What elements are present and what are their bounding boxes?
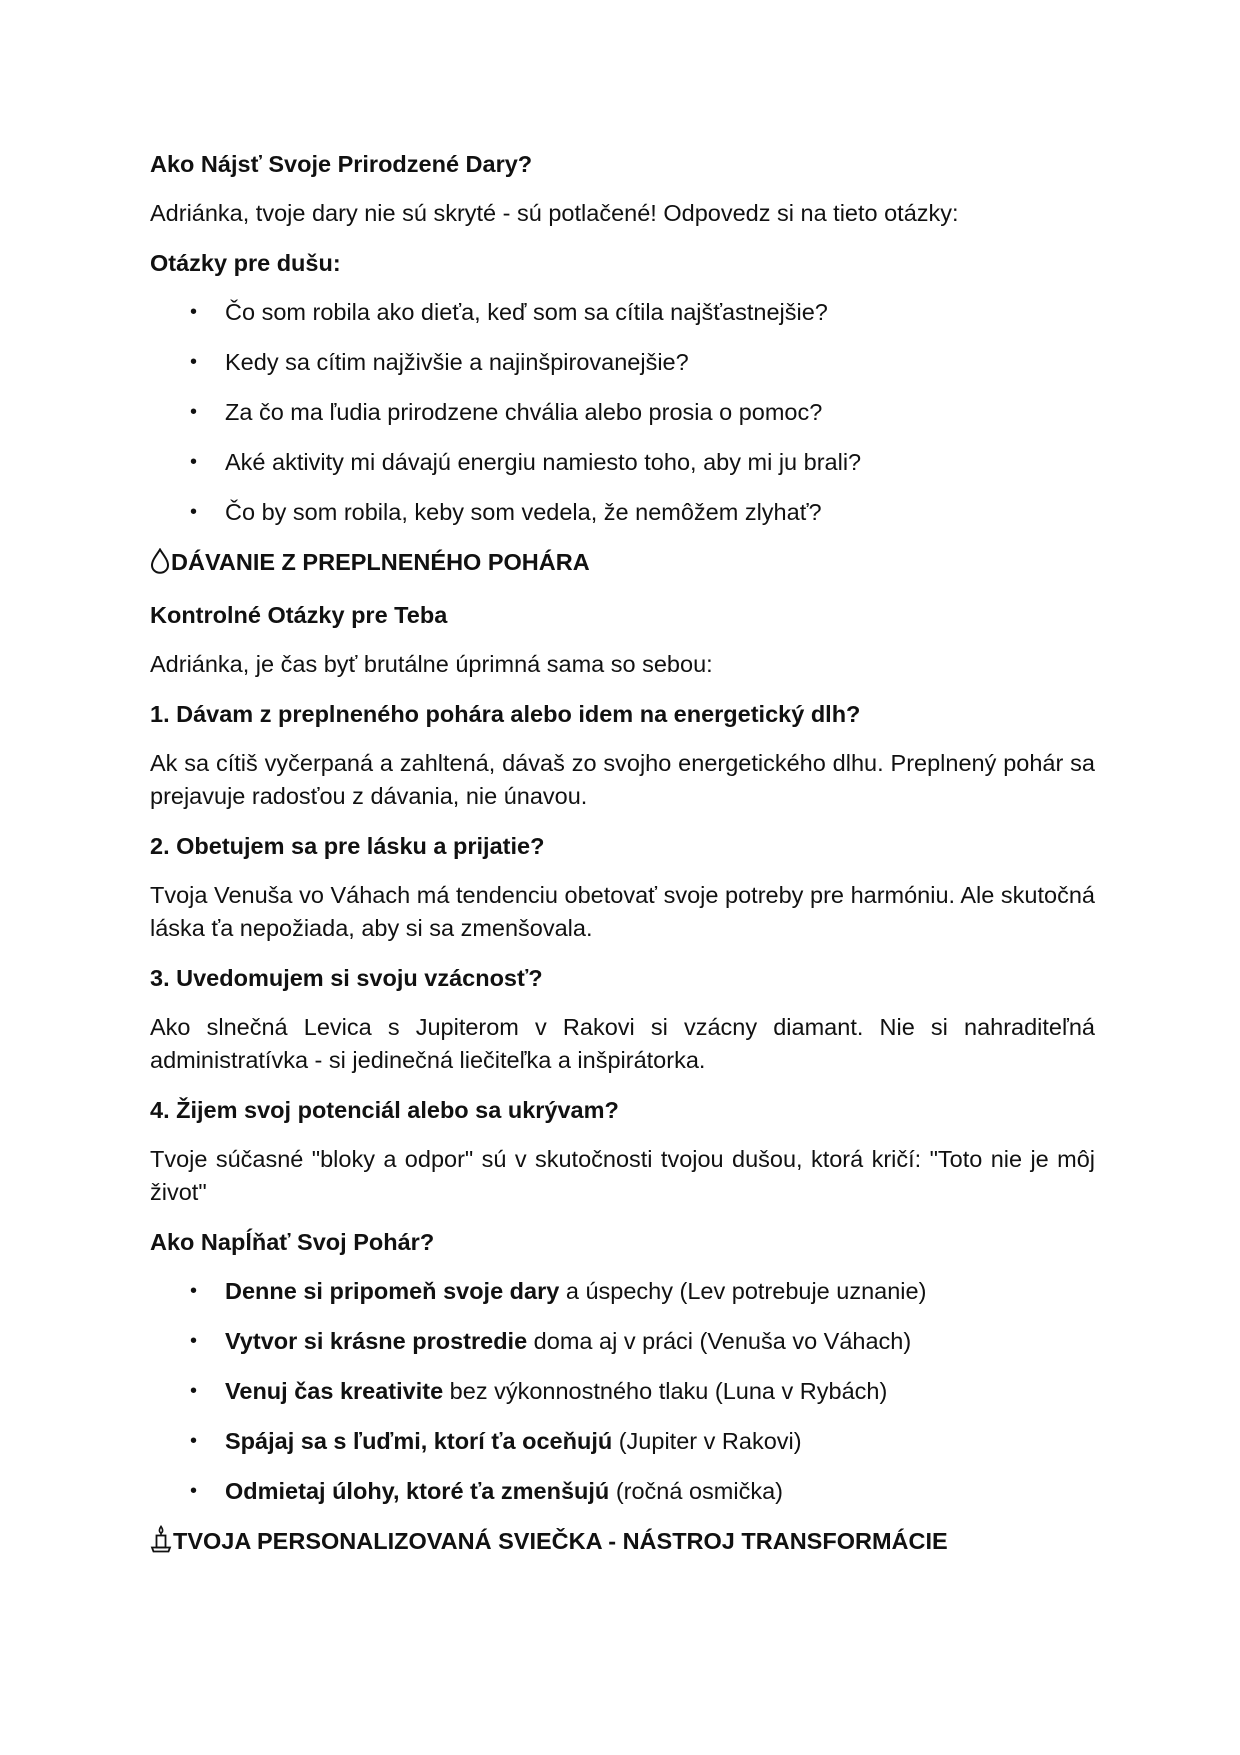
bullet: • [190, 1380, 198, 1402]
question-heading: 2. Obetujem sa pre lásku a prijatie? [150, 833, 545, 859]
question-heading: 1. Dávam z preplneného pohára alebo idem na energetický dlh? [150, 701, 861, 727]
list-item: • Kedy sa cítim najživšie a najinšpirovanejšie? [150, 346, 1095, 379]
bullet: • [190, 1330, 198, 1352]
list-item: • Čo som robila ako dieťa, keď som sa cítila najšťastnejšie? [150, 296, 1095, 329]
question-heading: 3. Uvedomujem si svoju vzácnosť? [150, 965, 543, 991]
bullet: • [190, 501, 198, 523]
list-item: • Spájaj sa s ľuďmi, ktorí ťa oceňujú (Jupiter v Rakovi) [150, 1425, 1095, 1458]
gifts-intro: Adriánka, tvoje dary nie sú skryté - sú potlačené! Odpovedz si na tieto otázky: [150, 200, 959, 226]
section-title-candle: TVOJA PERSONALIZOVANÁ SVIEČKA - NÁSTROJ TRANSFORMÁCIE [150, 1525, 1095, 1561]
bullet: • [190, 351, 198, 373]
list-item: • Denne si pripomeň svoje dary a úspechy (Lev potrebuje uznanie) [150, 1275, 1095, 1308]
list-item: • Za čo ma ľudia prirodzene chvália alebo prosia o pomoc? [150, 396, 1095, 429]
bullet: • [190, 1480, 198, 1502]
bullet: • [190, 301, 198, 323]
question-answer: Ako slnečná Levica s Jupiterom v Rakovi si vzácny diamant. Nie si nahraditeľná administratívka - si jedinečná liečiteľka a inšpirátorka. [150, 1014, 1095, 1073]
list-item: • Aké aktivity mi dávajú energiu namiesto toho, aby mi ju brali? [150, 446, 1095, 479]
list-item: • Odmietaj úlohy, ktoré ťa zmenšujú (ročná osmička) [150, 1475, 1095, 1508]
list-item: • Venuj čas kreativite bez výkonnostného tlaku (Luna v Rybách) [150, 1375, 1095, 1408]
list-item: • Vytvor si krásne prostredie doma aj v práci (Venuša vo Váhach) [150, 1325, 1095, 1358]
control-questions-intro: Adriánka, je čas byť brutálne úprimná sama so sebou: [150, 651, 713, 677]
soul-questions-heading: Otázky pre dušu: [150, 250, 341, 276]
document-page [150, 148, 1095, 1578]
bullet: • [190, 401, 198, 423]
section-title-overflowing-cup: DÁVANIE Z PREPLNENÉHO POHÁRA [150, 546, 1095, 582]
soul-questions-list [150, 296, 1095, 529]
bullet: • [190, 1280, 198, 1302]
section-title-gifts: Ako Nájsť Svoje Prirodzené Dary? [150, 151, 533, 177]
fill-cup-heading: Ako Napĺňať Svoj Pohár? [150, 1229, 435, 1255]
list-item: • Čo by som robila, keby som vedela, že nemôžem zlyhať? [150, 496, 1095, 529]
question-answer: Tvoja Venuša vo Váhach má tendenciu obetovať svoje potreby pre harmóniu. Ale skutočná láska ťa nepožiada, aby si sa zmenšovala. [150, 882, 1095, 941]
candle-icon [150, 1525, 172, 1561]
fill-cup-list [150, 1275, 1095, 1508]
control-questions-heading: Kontrolné Otázky pre Teba [150, 602, 448, 628]
bullet: • [190, 451, 198, 473]
question-heading: 4. Žijem svoj potenciál alebo sa ukrývam? [150, 1097, 619, 1123]
question-answer: Ak sa cítiš vyčerpaná a zahltená, dávaš zo svojho energetického dlhu. Preplnený pohár sa prejavuje radosťou z dávania, nie únavou. [150, 750, 1095, 809]
question-answer: Tvoje súčasné "bloky a odpor" sú v skutočnosti tvojou dušou, ktorá kričí: "Toto nie je môj život" [150, 1146, 1095, 1205]
bullet: • [190, 1430, 198, 1452]
drop-icon [150, 548, 170, 582]
